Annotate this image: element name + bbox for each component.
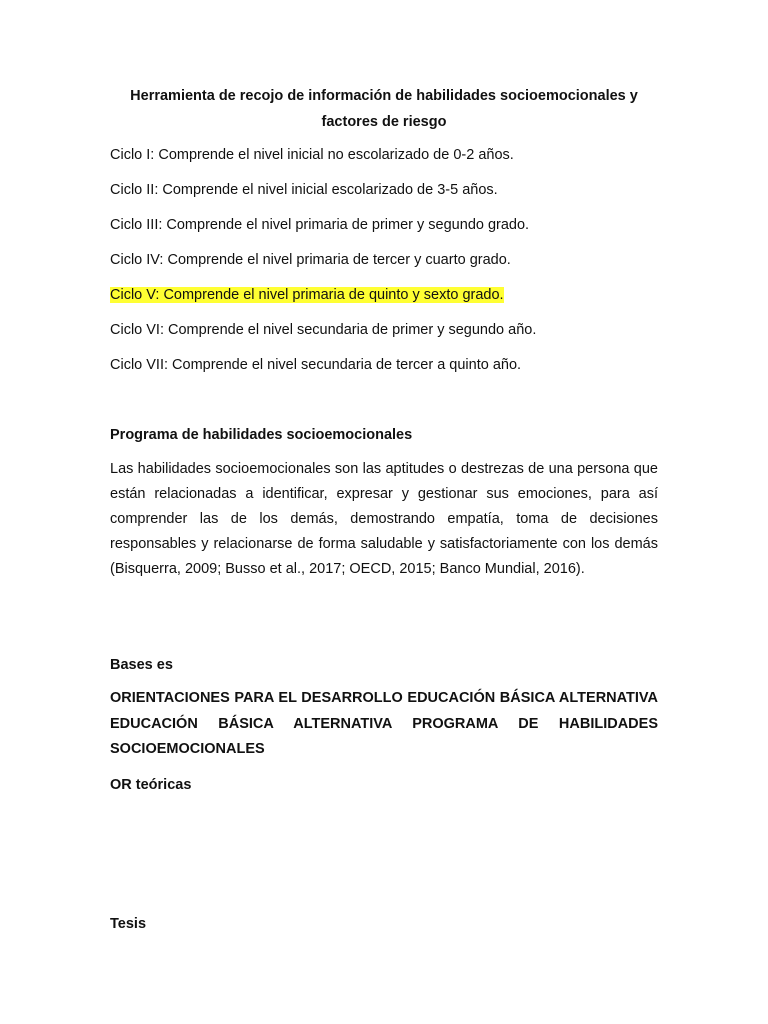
- cycle-item-4: Ciclo IV: Comprende el nivel primaria de tercer y cuarto grado.: [110, 252, 511, 268]
- cycle-item-6: Ciclo VI: Comprende el nivel secundaria de primer y segundo año.: [110, 322, 537, 338]
- tesis-heading: Tesis: [110, 916, 147, 932]
- cycle-item-7: Ciclo VII: Comprende el nivel secundaria de tercer a quinto año.: [110, 357, 522, 373]
- bases-heading: Bases es: [110, 657, 173, 673]
- cycle-item-3: Ciclo III: Comprende el nivel primaria de primer y segundo grado.: [110, 217, 530, 233]
- or-teoricas-heading: OR teóricas: [110, 777, 192, 793]
- program-paragraph: Las habilidades socioemocionales son las aptitudes o destrezas de una persona que están relacionadas a identificar, expresar y gestionar sus emociones, para así comprender las de los demás, demostrando empatía, toma de decisiones responsables y relacionarse de forma saludable y satisfactoriamente con los demás (Bisquerra, 2009; Busso et al., 2017; OECD, 2015; Banco Mundial, 2016).: [110, 461, 658, 577]
- cycle-item-5-highlighted: [110, 285, 504, 305]
- orientaciones-text: ORIENTACIONES PARA EL DESARROLLO EDUCACIÓN BÁSICA ALTERNATIVA EDUCACIÓN BÁSICA ALTERNATIVA PROGRAMA DE HABILIDADES SOCIOEMOCIONALES: [110, 690, 658, 757]
- document-title: Herramienta de recojo de información de habilidades socioemocionales y factores de riesgo: [130, 88, 638, 130]
- highlighted-text: Ciclo V: Comprende el nivel primaria de quinto y sexto grado.: [110, 287, 504, 303]
- cycle-item-1: Ciclo I: Comprende el nivel inicial no escolarizado de 0-2 años.: [110, 147, 514, 163]
- cycle-item-2: Ciclo II: Comprende el nivel inicial escolarizado de 3-5 años.: [110, 182, 498, 198]
- program-heading: Programa de habilidades socioemocionales: [110, 427, 413, 443]
